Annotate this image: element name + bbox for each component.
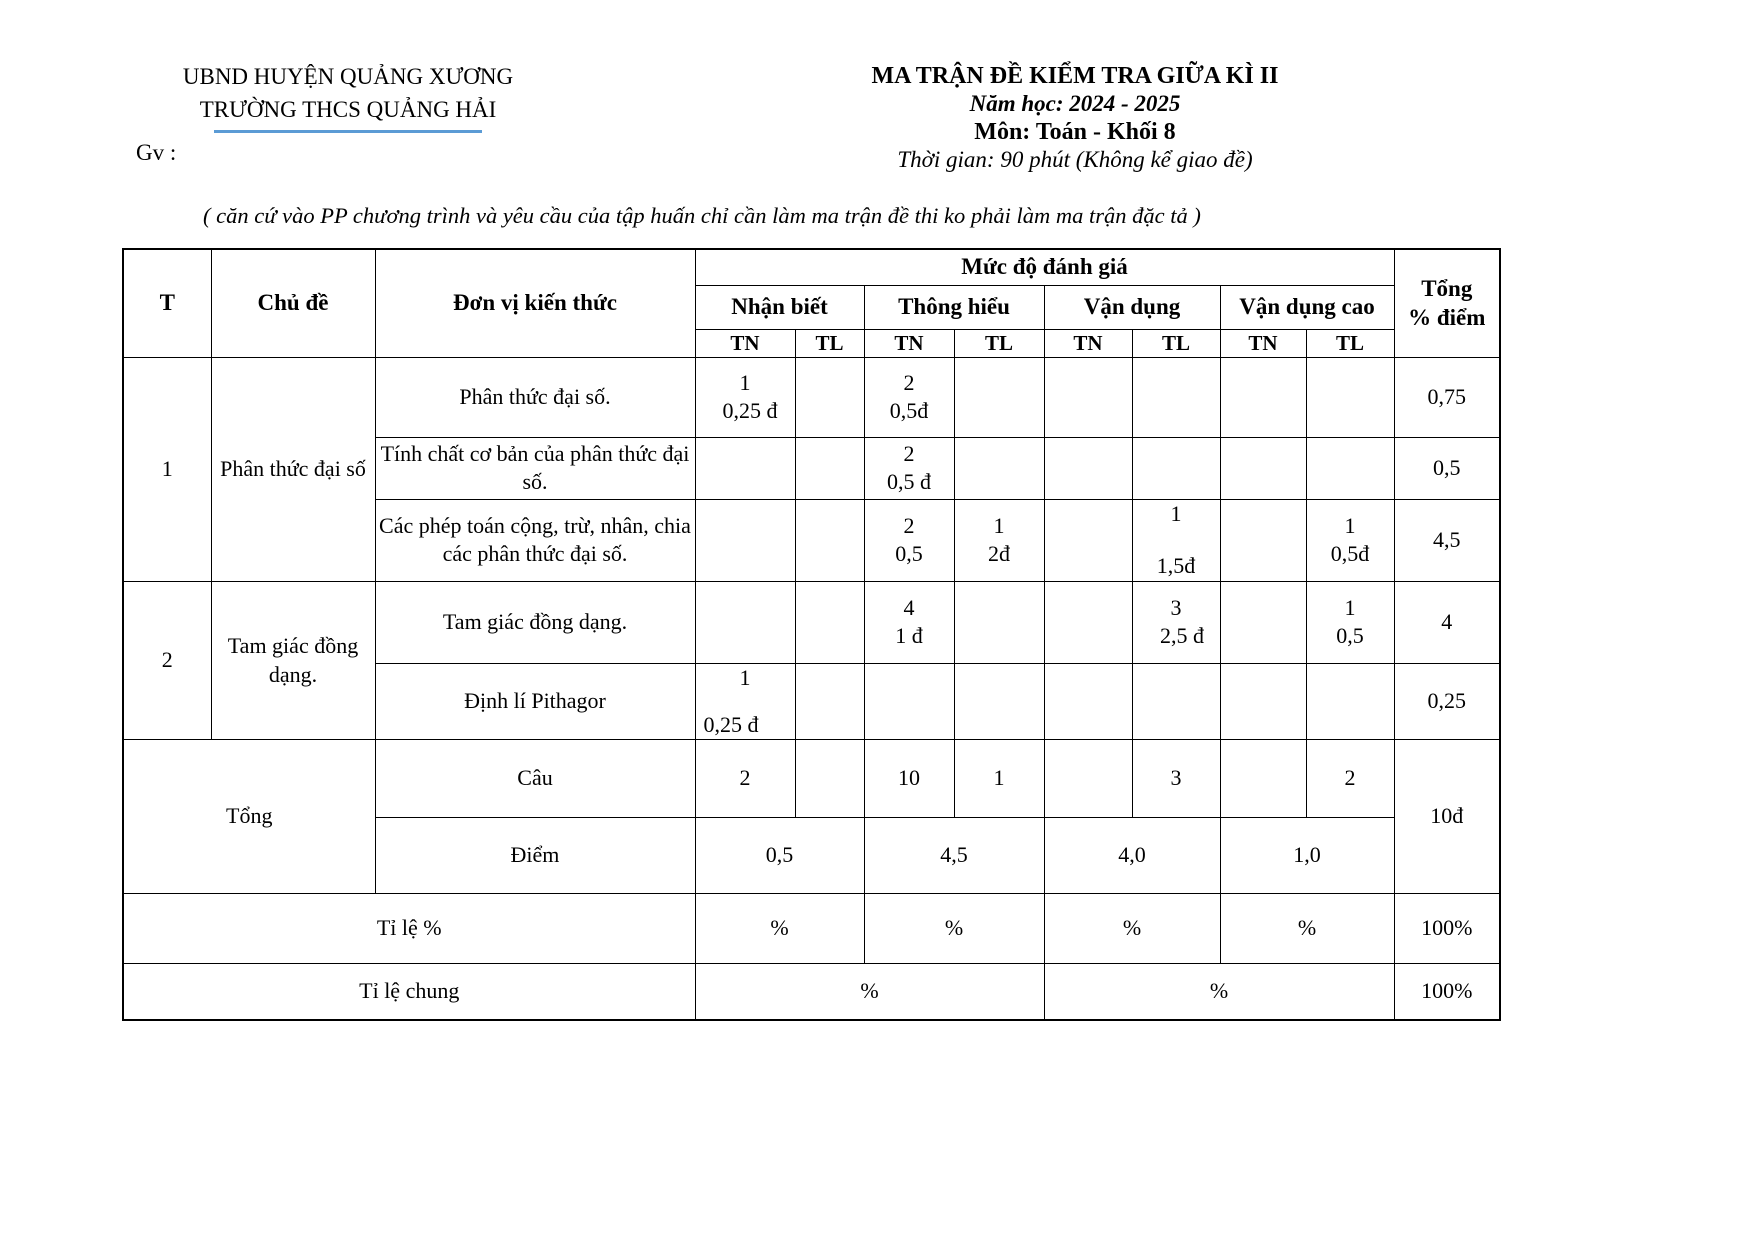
points-value: 0,5 [1336,623,1364,649]
count-value: 1 [1170,500,1182,526]
cau-label: Câu [375,740,695,818]
empty-cell [695,437,795,499]
topic1-number: 1 [123,357,211,581]
count-value: 2 [903,440,915,466]
cell-r3-vdc-tl [1306,499,1394,581]
ratio-total: 100% [1394,894,1500,964]
points-value: 1,5đ [1156,553,1196,579]
empty-cell [1220,581,1306,663]
row-total: 4 [1394,581,1500,663]
ratio-overall-nb-th: % [695,964,1044,1020]
diem-nb: 0,5 [695,818,864,894]
ratio-nb: % [695,894,864,964]
topic1-name: Phân thức đại số [211,357,375,581]
count-value: 4 [903,594,915,620]
col-header-levels-group: Mức độ đánh giá [695,249,1394,285]
cau-vdc-tl: 2 [1306,740,1394,818]
col-header-level-van-dung-cao: Vận dụng cao [1220,285,1394,329]
unit-tinh-chat: Tính chất cơ bản của phân thức đại số. [375,437,695,499]
empty-cell [1220,740,1306,818]
empty-cell [695,581,795,663]
subcol-nb-tn: TN [695,329,795,357]
empty-cell [954,437,1044,499]
subject-line: Môn: Toán - Khối 8 [974,119,1176,145]
unit-cac-phep-toan: Các phép toán cộng, trừ, nhân, chia các phân thức đại số. [375,499,695,581]
subcol-vdc-tn: TN [1220,329,1306,357]
empty-cell [795,740,864,818]
count-value: 1 [1344,512,1356,538]
cell-r1-th-tn [864,357,954,437]
unit-pithagor: Định lí Pithagor [375,663,695,739]
col-header-level-thong-hieu: Thông hiểu [864,285,1044,329]
count-value: 3 [1170,594,1182,620]
empty-cell [954,663,1044,739]
matrix-table [122,248,1501,1021]
ratio-vdc: % [1220,894,1394,964]
col-header-level-nhan-biet: Nhận biết [695,285,864,329]
empty-cell [1132,437,1220,499]
diem-vd: 4,0 [1044,818,1220,894]
empty-cell [1132,663,1220,739]
empty-cell [795,357,864,437]
count-value: 1 [1344,594,1356,620]
topic2-name: Tam giác đồng dạng. [211,581,375,739]
diem-th: 4,5 [864,818,1044,894]
empty-cell [795,437,864,499]
cau-th-tn: 10 [864,740,954,818]
empty-cell [1044,663,1132,739]
subcol-vd-tl: TL [1132,329,1220,357]
empty-cell [1044,581,1132,663]
subcol-th-tl: TL [954,329,1044,357]
cell-r4-vd-tl [1132,581,1220,663]
ratio-overall-total: 100% [1394,964,1500,1020]
document-header [745,62,1405,174]
topic2-number: 2 [123,581,211,739]
diem-label: Điểm [375,818,695,894]
cell-r5-nb-tn [695,663,795,739]
row-total: 4,5 [1394,499,1500,581]
points-value: 1 đ [895,623,923,649]
empty-cell [1044,740,1132,818]
unit-phan-thuc: Phân thức đại số. [375,357,695,437]
ratio-overall-label: Tỉ lệ chung [123,964,695,1020]
empty-cell [954,581,1044,663]
count-value: 1 [739,664,751,690]
col-header-total [1394,249,1500,357]
points-value: 2,5 đ [1160,623,1204,649]
points-value: 0,25 đ [722,398,778,424]
cell-r4-vdc-tl [1306,581,1394,663]
empty-cell [1044,437,1132,499]
unit-tam-giac: Tam giác đồng dạng. [375,581,695,663]
teacher-label: Gv : [136,140,177,165]
points-value: 0,5 đ [887,469,931,495]
school-year: Năm học: 2024 - 2025 [969,91,1181,116]
col-header-level-van-dung: Vận dụng [1044,285,1220,329]
points-value: 2đ [988,541,1010,567]
school-underline [214,130,482,133]
subcol-th-tn: TN [864,329,954,357]
cell-r3-th-tl [954,499,1044,581]
empty-cell [954,357,1044,437]
col-header-topic: Chủ đề [211,249,375,357]
subcol-vd-tn: TN [1044,329,1132,357]
empty-cell [1306,437,1394,499]
empty-cell [864,663,954,739]
ratio-overall-vd-vdc: % [1044,964,1394,1020]
empty-cell [795,499,864,581]
empty-cell [1306,357,1394,437]
doc-title: MA TRẬN ĐỀ KIỂM TRA GIỮA KÌ II [871,63,1279,89]
ratio-th: % [864,894,1044,964]
cau-nb-tn: 2 [695,740,795,818]
empty-cell [695,499,795,581]
empty-cell [1220,663,1306,739]
count-value: 1 [993,512,1005,538]
summary-row-cau [123,740,1500,818]
cell-r4-th-tn [864,581,954,663]
ratio-label: Tỉ lệ % [123,894,695,964]
empty-cell [1132,357,1220,437]
points-value: 0,25 đ [703,711,759,737]
table-row [123,581,1500,663]
cau-th-tl: 1 [954,740,1044,818]
count-value: 1 [739,369,751,395]
duration-line: Thời gian: 90 phút (Không kể giao đề) [897,147,1253,172]
count-value: 2 [903,512,915,538]
points-value: 0,5 [895,541,923,567]
col-header-unit: Đơn vị kiến thức [375,249,695,357]
note-line: ( căn cứ vào PP chương trình và yêu cầu của tập huấn chỉ cần làm ma trận đề thi ko phải làm ma trận đặc tả ) [203,203,1201,228]
head-row-1 [123,249,1500,285]
ratio-overall-row [123,964,1500,1020]
empty-cell [1044,357,1132,437]
subcol-vdc-tl: TL [1306,329,1394,357]
count-value: 2 [903,369,915,395]
total-header-line1: Tổng [1421,275,1473,301]
empty-cell [795,663,864,739]
ratio-vd: % [1044,894,1220,964]
empty-cell [795,581,864,663]
points-value: 0,5đ [1330,541,1370,567]
empty-cell [1220,357,1306,437]
total-header-line2: % điểm [1408,305,1486,331]
empty-cell [1044,499,1132,581]
cell-r3-th-tn [864,499,954,581]
empty-cell [1220,437,1306,499]
ratio-row [123,894,1500,964]
row-total: 0,75 [1394,357,1500,437]
points-value: 0,5đ [889,398,929,424]
summary-total: 10đ [1394,740,1500,894]
school-header [128,60,568,133]
cell-r2-th-tn [864,437,954,499]
col-header-t: T [123,249,211,357]
empty-cell [1220,499,1306,581]
school-name: TRƯỜNG THCS QUẢNG HẢI [199,97,497,122]
school-authority: UBND HUYỆN QUẢNG XƯƠNG [182,64,514,89]
diem-vdc: 1,0 [1220,818,1394,894]
row-total: 0,25 [1394,663,1500,739]
subcol-nb-tl: TL [795,329,864,357]
summary-label: Tổng [123,740,375,894]
row-total: 0,5 [1394,437,1500,499]
cau-vd-tl: 3 [1132,740,1220,818]
cell-r1-nb-tn [695,357,795,437]
empty-cell [1306,663,1394,739]
table-row [123,357,1500,437]
cell-r3-vd-tl [1132,499,1220,581]
